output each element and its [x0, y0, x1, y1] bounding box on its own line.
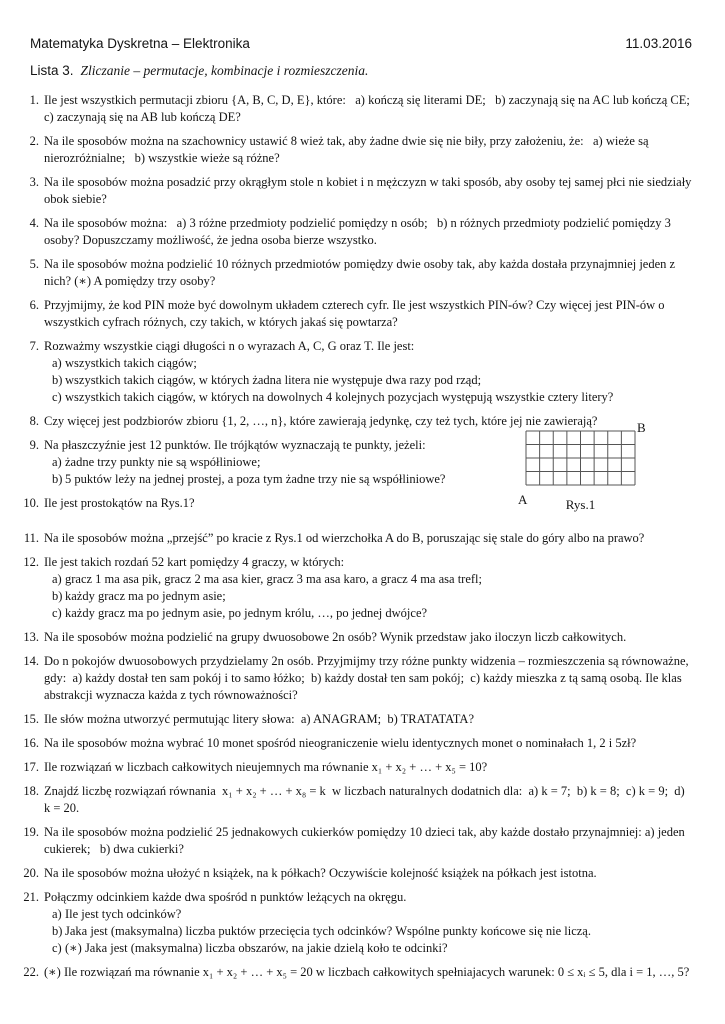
problem-number: 2.: [29, 134, 39, 148]
problem-text: Na ile sposobów można „przejść” po kracie z Rys.1 od wierzchołka A do B, poruszając się stale do góry albo na prawo?: [44, 531, 645, 545]
figure-rys1: [505, 420, 690, 520]
problem-item: [0, 824, 692, 858]
subitem-label: a): [52, 356, 62, 370]
subitem-label: c): [52, 941, 62, 955]
problem-text: Ile słów można utworzyć permutując litery słowa: a) ANAGRAM; b) TRATATATA?: [44, 712, 475, 726]
problem-text: Czy więcej jest podzbiorów zbioru {1, 2, …, n}, które zawierają jedynkę, czy też tych, które jej nie zawierają?: [44, 414, 598, 428]
problem-item: [0, 554, 692, 622]
problem-item: [0, 889, 692, 957]
figure-label-a: A: [518, 492, 528, 507]
problem-number: 14.: [23, 654, 39, 668]
subitem-text: każdy gracz ma po jednym asie, po jednym królu, …, po jednej dwójce?: [65, 606, 428, 620]
subitem-label: b): [52, 373, 63, 387]
problem-text: Na ile sposobów można wybrać 10 monet spośród nieograniczenie wielu identycznych monet o nominałach 1, 2 i 5zł?: [44, 736, 637, 750]
subitem-text: żadne trzy punkty nie są współliniowe;: [65, 455, 261, 469]
subitem-text: wszystkich takich ciągów;: [65, 356, 197, 370]
problem-number: 22.: [23, 965, 39, 979]
problem-item: [0, 653, 692, 704]
problem-item: [0, 783, 692, 817]
problem-text: Na ile sposobów można na szachownicy ustawić 8 wież tak, aby żadne dwie się nie biły, przy założeniu, że: a) wieże są nierozróżnialne; b) wszystkie wieże są różne?: [44, 134, 652, 165]
problem-text: Połączmy odcinkiem każde dwa spośród n punktów leżących na okręgu.: [44, 890, 407, 904]
subitem-text: każdy gracz ma po jednym asie;: [65, 589, 226, 603]
subitem-label: c): [52, 606, 62, 620]
problem-list: [0, 92, 725, 981]
problem-item: [0, 133, 692, 167]
problem-text: Ile rozwiązań w liczbach całkowitych nieujemnych ma równanie x₁ + x₂ + … + x₅ = 10?: [44, 760, 488, 774]
problem-item: [0, 964, 692, 981]
problem-number: 20.: [23, 866, 39, 880]
problem-item: [0, 92, 700, 126]
problem-item: [0, 759, 692, 776]
problem-number: 4.: [29, 216, 39, 230]
document-header: [0, 0, 725, 52]
problem-text: Na ile sposobów można podzielić na grupy dwuosobowe 2n osób? Wynik przedstaw jako iloczyn liczb całkowitych.: [44, 630, 627, 644]
problem-text: Na ile sposobów można podzielić 10 różnych przedmiotów pomiędzy dwie osoby tak, aby każda dostała przynajmniej jeden z nich? (∗) A pomiędzy trzy osoby?: [44, 257, 679, 288]
problem-subitem: [44, 571, 692, 588]
problem-text: Na ile sposobów można podzielić 25 jednakowych cukierków pomiędzy 10 dzieci tak, aby każde dostało przynajmniej: a) jeden cukierek; b) dwa cukierki?: [44, 825, 688, 856]
problem-number: 9.: [29, 438, 39, 452]
problem-text: Ile jest prostokątów na Rys.1?: [44, 496, 195, 510]
problem-number: 7.: [29, 339, 39, 353]
problem-subitem: [44, 923, 692, 940]
problem-number: 3.: [29, 175, 39, 189]
problem-number: 15.: [23, 712, 39, 726]
problem-number: 1.: [29, 93, 39, 107]
subitem-text: wszystkich takich ciągów, w których na dowolnych 4 kolejnych pozycjach występują wszystkie cztery litery?: [65, 390, 614, 404]
problem-number: 8.: [29, 414, 39, 428]
problem-item: [0, 256, 692, 290]
problem-item: [0, 174, 695, 208]
figure-caption: Rys.1: [565, 497, 596, 512]
subitem-text: Jaka jest (maksymalna) liczba puktów przecięcia tych odcinków? Wspólne punkty końcowe się nie liczą.: [65, 924, 591, 938]
list-label: Lista 3.: [30, 63, 74, 78]
problem-number: 19.: [23, 825, 39, 839]
problem-number: 10.: [23, 496, 39, 510]
problem-text: Rozważmy wszystkie ciągi długości n o wyrazach A, C, G oraz T. Ile jest:: [44, 339, 415, 353]
problem-text: Na ile sposobów można ułożyć n książek, na k półkach? Oczywiście kolejność książek na półkach jest istotna.: [44, 866, 597, 880]
subitem-text: 5 puktów leży na jednej prostej, a poza tym żadne trzy nie są współliniowe?: [65, 472, 446, 486]
subitem-label: b): [52, 924, 63, 938]
subitem-text: (∗) Jaka jest (maksymalna) liczba obszarów, na jakie dzielą koło te odcinki?: [65, 941, 448, 955]
problem-subitem: [44, 940, 692, 957]
problem-item: [0, 735, 692, 752]
problem-text: Do n pokojów dwuosobowych przydzielamy 2n osób. Przyjmijmy trzy różne punkty widzenia – rozmieszczenia są równoważne, gdy: a) każdy dostał ten sam pokój i to samo łóżko; b) każdy dostał ten sam pokój; c) każdy mieszka z tą samą osobą. Ile klas abstrakcji wyznacza każda z tych równoważności?: [44, 654, 692, 702]
problem-number: 21.: [23, 890, 39, 904]
problem-text: Na ile sposobów można posadzić przy okrągłym stole n kobiet i n mężczyzn w taki sposób, aby osoby tej samej płci nie siedziały obok siebie?: [44, 175, 695, 206]
problem-subitem: [44, 355, 692, 372]
subitem-text: Ile jest tych odcinków?: [65, 907, 182, 921]
subitem-text: wszystkich takich ciągów, w których żadna litera nie występuje dwa razy pod rząd;: [65, 373, 482, 387]
problem-subitem: [44, 588, 692, 605]
problem-number: 17.: [23, 760, 39, 774]
list-title-line: [0, 52, 725, 79]
subitem-label: a): [52, 455, 62, 469]
problem-item: [0, 865, 692, 882]
problem-item: [0, 338, 692, 406]
problem-number: 11.: [23, 531, 39, 545]
problem-number: 6.: [29, 298, 39, 312]
subitem-label: c): [52, 390, 62, 404]
problem-item: [0, 711, 692, 728]
figure-label-b: B: [637, 420, 646, 435]
list-subtitle: Zliczanie – permutacje, kombinacje i rozmieszczenia.: [80, 63, 369, 78]
course-title: Matematyka Dyskretna – Elektronika: [30, 36, 250, 51]
problem-text: Ile jest wszystkich permutacji zbioru {A, B, C, D, E}, które: a) kończą się literami DE; b) zaczynają się na AC lub kończą CE; c) zaczynają się na AB lub kończą DE?: [44, 93, 700, 124]
problem-number: 5.: [29, 257, 39, 271]
problem-number: 18.: [23, 784, 39, 798]
document-date: 11.03.2016: [625, 36, 692, 51]
problem-text: (∗) Ile rozwiązań ma równanie x₁ + x₂ + … + x₅ = 20 w liczbach całkowitych spełniajacych warunek: 0 ≤ xᵢ ≤ 5, dla i = 1, …, 5?: [44, 965, 690, 979]
problem-text: Na płaszczyźnie jest 12 punktów. Ile trójkątów wyznaczają te punkty, jeżeli:: [44, 438, 426, 452]
problem-subitem: [44, 906, 692, 923]
subitem-label: a): [52, 907, 62, 921]
problem-subitem: [44, 389, 692, 406]
subitem-label: a): [52, 572, 62, 586]
problem-item: [0, 530, 692, 547]
problem-subitem: [44, 605, 692, 622]
problem-item: [0, 215, 692, 249]
problem-text: Przyjmijmy, że kod PIN może być dowolnym układem czterech cyfr. Ile jest wszystkich PIN-ów? Czy więcej jest PIN-ów o wszystkich cyfrach różnych, czy takich, w których jakaś się powtarza?: [44, 298, 668, 329]
problem-number: 13.: [23, 630, 39, 644]
problem-number: 16.: [23, 736, 39, 750]
subitem-label: b): [52, 472, 63, 486]
problem-text: Na ile sposobów można: a) 3 różne przedmioty podzielić pomiędzy n osób; b) n różnych przedmioty podzielić pomiędzy 3 osoby? Dopuszczamy możliwość, że jedna osoba bierze wszystko.: [44, 216, 675, 247]
problem-item: [0, 629, 692, 646]
problem-text: Ile jest takich rozdań 52 kart pomiędzy 4 graczy, w których:: [44, 555, 345, 569]
problem-item: [0, 297, 692, 331]
problem-subitem: [44, 372, 692, 389]
problem-number: 12.: [23, 555, 39, 569]
subitem-label: b): [52, 589, 63, 603]
subitem-text: gracz 1 ma asa pik, gracz 2 ma asa kier, gracz 3 ma asa karo, a gracz 4 ma asa trefl;: [65, 572, 482, 586]
problem-text: Znajdź liczbę rozwiązań równania x₁ + x₂ + … + x₈ = k w liczbach naturalnych dodatnich dla: a) k = 7; b) k = 8; c) k = 9; d) k = 20.: [44, 784, 688, 815]
